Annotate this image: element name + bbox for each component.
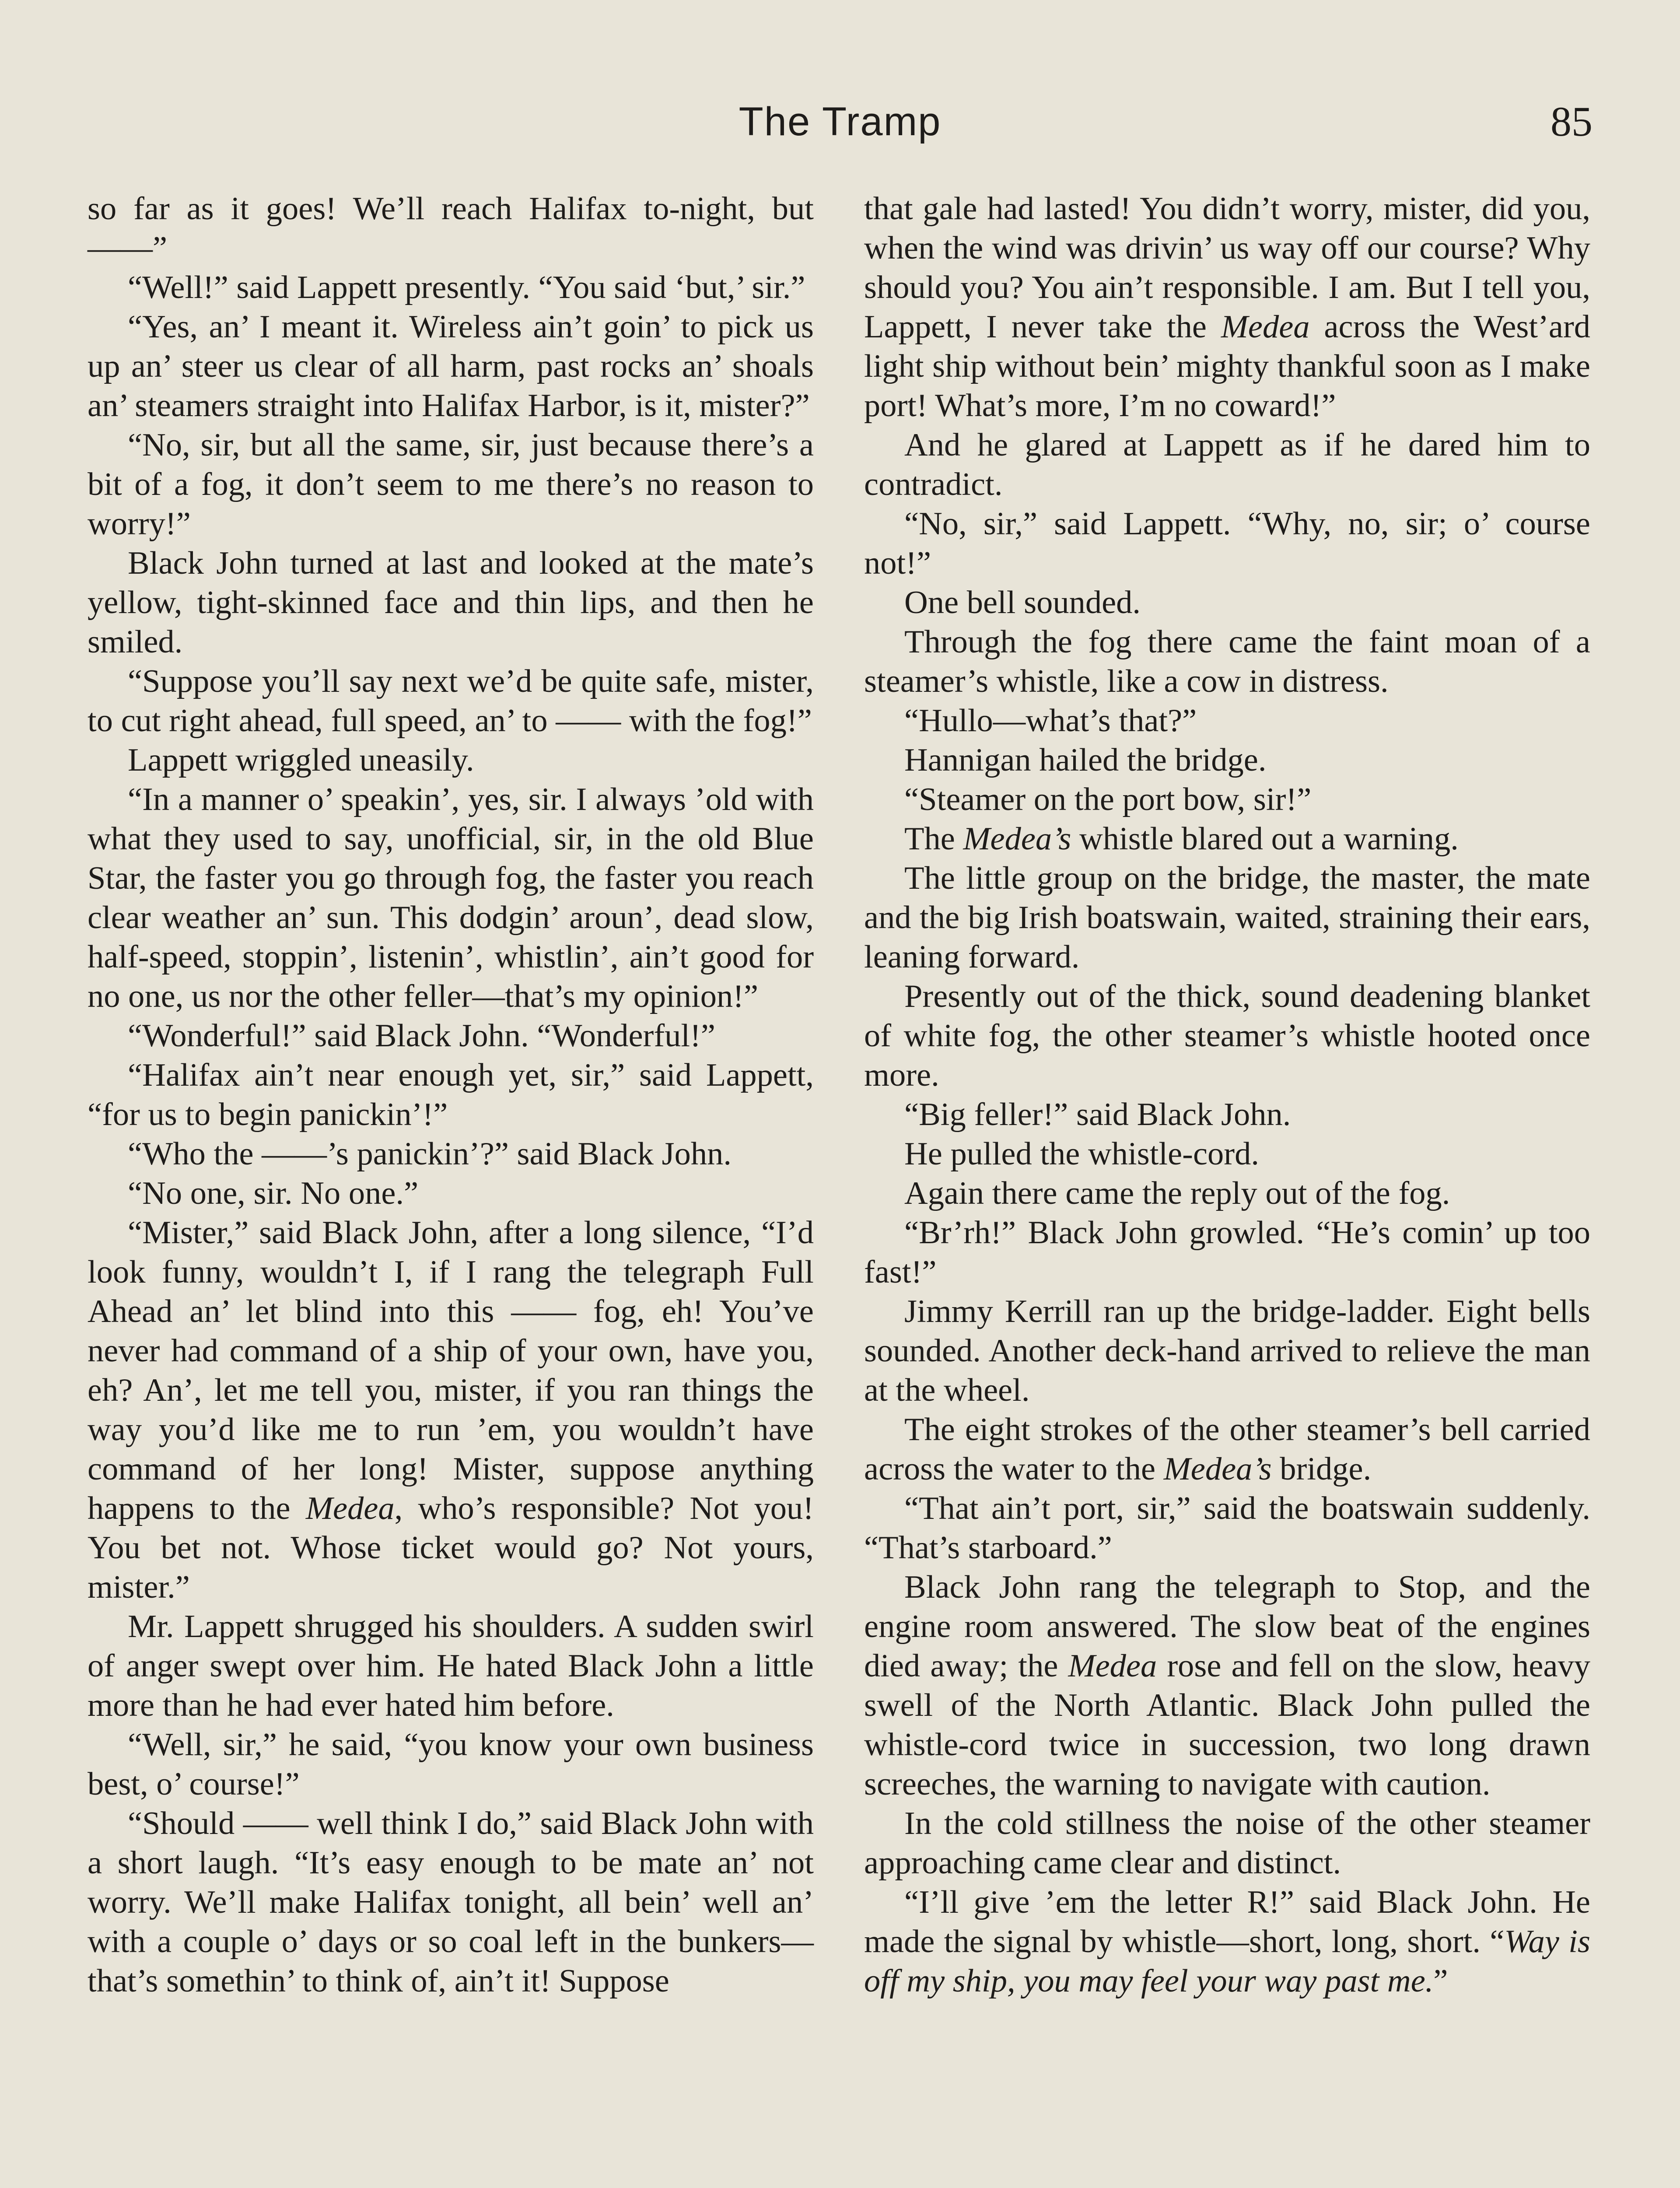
paragraph: [864, 583, 1590, 622]
paragraph: [864, 504, 1590, 583]
paragraph: [864, 819, 1590, 859]
text-run: Jimmy Kerrill ran up the bridge-ladder. Eight bells sounded. Another deck-hand arrived to relieve the man at the wheel.: [864, 1294, 1590, 1408]
paragraph: [864, 1213, 1590, 1292]
paragraph: [864, 701, 1590, 740]
text-run: “In a manner o’ speakin’, yes, sir. I always ’old with what they used to say, unofficial, sir, in the old Blue Star, the faster you go through fog, the faster you reach clear weather an’ sun. This dodgin’ aroun’, dead slow, half-speed, stoppin’, listenin’, whistlin’, ain’t good for no one, us nor the other feller—that’s my opinion!”: [88, 782, 814, 1014]
page-number: 85: [1550, 98, 1592, 145]
paragraph: [864, 1410, 1590, 1489]
text-run: “That ain’t port, sir,” said the boatswain suddenly. “That’s starboard.”: [864, 1490, 1590, 1566]
text-run: whistle blared out a warning.: [1071, 821, 1459, 857]
italic-text: Medea: [1068, 1648, 1157, 1684]
right-column: [864, 189, 1590, 2001]
text-run: “Hullo—what’s that?”: [904, 703, 1197, 739]
text-run: Hannigan hailed the bridge.: [904, 742, 1267, 778]
text-run: across the West’ard light ship without bein’ mighty thankful soon as I make port! What’s more, I’m no coward!”: [864, 309, 1591, 424]
paragraph: [88, 189, 814, 268]
text-run: “Big feller!” said Black John.: [904, 1097, 1291, 1133]
text-run: “I’ll give ’em the letter R!” said Black John. He made the signal by whistle—short, long, short. “: [864, 1884, 1590, 1960]
paragraph: [88, 740, 814, 780]
italic-text: Medea: [305, 1490, 395, 1526]
paragraph: [864, 1489, 1590, 1567]
text-run: Through the fog there came the faint moan of a steamer’s whistle, like a cow in distress.: [864, 624, 1590, 699]
paragraph: [864, 1292, 1590, 1410]
italic-text: Medea’s: [1163, 1451, 1272, 1487]
paragraph: [864, 622, 1590, 701]
italic-text: Way is off my ship, you may feel your way past me.: [864, 1924, 1590, 1999]
text-run: so far as it goes! We’ll reach Halifax to-night, but——”: [88, 191, 814, 266]
paragraph: [88, 1055, 814, 1134]
paragraph: [864, 1174, 1590, 1213]
italic-text: Medea’s: [963, 821, 1071, 857]
text-run: “Who the ——’s panickin’?” said Black John.: [128, 1136, 732, 1172]
text-run: The little group on the bridge, the master, the mate and the big Irish boatswain, waited, straining their ears, leaning forward.: [864, 860, 1590, 975]
paragraph: [88, 268, 814, 307]
paragraph: [88, 780, 814, 1016]
text-run: One bell sounded.: [904, 585, 1141, 621]
running-head: [0, 95, 1680, 148]
paragraph: [88, 1213, 814, 1607]
text-run: Lappett wriggled uneasily.: [128, 742, 474, 778]
text-run: The: [904, 821, 963, 857]
text-run: He pulled the whistle-cord.: [904, 1136, 1259, 1172]
paragraph: [864, 1804, 1590, 1883]
paragraph: [88, 1174, 814, 1213]
text-run: , who’s responsible? Not you! You bet not. Whose ticket would go? Not yours, mister.”: [88, 1490, 814, 1605]
text-run: Mr. Lappett shrugged his shoulders. A sudden swirl of anger swept over him. He hated Black John a little more than he had ever hated him before.: [88, 1609, 814, 1723]
italic-text: Medea: [1221, 309, 1310, 345]
paragraph: [88, 543, 814, 662]
paragraph: [88, 307, 814, 425]
text-run: “No, sir,” said Lappett. “Why, no, sir; o’ course not!”: [864, 506, 1590, 581]
paragraph: [864, 1883, 1590, 2001]
paragraph: [864, 780, 1590, 819]
text-run: “Well!” said Lappett presently. “You said ‘but,’ sir.”: [128, 270, 805, 305]
paragraph: [88, 1134, 814, 1174]
text-run: “Should —— well think I do,” said Black John with a short laugh. “It’s easy enough to be mate an’ not worry. We’ll make Halifax tonight, all bein’ well an’ with a couple o’ days or so coal left in the bunkers—that’s somethin’ to think of, ain’t it! Suppose: [88, 1806, 814, 1999]
paragraph: [864, 1134, 1590, 1174]
text-run: “Well, sir,” he said, “you know your own business best, o’ course!”: [88, 1727, 814, 1802]
text-run: “Br’rh!” Black John growled. “He’s comin’ up too fast!”: [864, 1215, 1590, 1290]
text-run: bridge.: [1271, 1451, 1372, 1487]
text-run: “No one, sir. No one.”: [128, 1175, 419, 1211]
text-run: Presently out of the thick, sound deadening blanket of white fog, the other steamer’s whistle hooted once more.: [864, 978, 1590, 1093]
text-run: “No, sir, but all the same, sir, just because there’s a bit of a fog, it don’t seem to me there’s no reason to worry!”: [88, 427, 814, 542]
paragraph: [864, 425, 1590, 504]
text-run: ”: [1433, 1963, 1448, 1999]
paragraph: [864, 740, 1590, 780]
text-run: “Wonderful!” said Black John. “Wonderful!”: [128, 1018, 716, 1054]
text-run: rose and fell on the slow, heavy swell of the North Atlantic. Black John pulled the whistle-cord twice in succession, two long drawn screeches, the warning to navigate with caution.: [864, 1648, 1590, 1802]
paragraph: [864, 1095, 1590, 1134]
page-title: The Tramp: [738, 99, 942, 144]
left-column: [88, 189, 814, 2001]
paragraph: [88, 425, 814, 543]
text-run: In the cold stillness the noise of the other steamer approaching came clear and distinct.: [864, 1806, 1590, 1881]
paragraph: [864, 977, 1590, 1095]
paragraph: [88, 1607, 814, 1725]
paragraph: [864, 1567, 1590, 1804]
paragraph: [88, 662, 814, 740]
paragraph: [864, 859, 1590, 977]
text-run: Black John rang the telegraph to Stop, and the engine room answered. The slow beat of the engines died away; the: [864, 1569, 1590, 1684]
text-run: “Mister,” said Black John, after a long silence, “I’d look funny, wouldn’t I, if I rang the telegraph Full Ahead an’ let blind into this —— fog, eh! You’ve never had command of a ship of your own, have you, eh? An’, let me tell you, mister, if you ran things the way you’d like me to run ’em, you wouldn’t have command of her long! Mister, suppose anything happens to the: [88, 1215, 814, 1526]
paragraph: [864, 189, 1590, 425]
paragraph: [88, 1804, 814, 2001]
paragraph: [88, 1016, 814, 1055]
text-run: “Steamer on the port bow, sir!”: [904, 782, 1312, 817]
text-run: And he glared at Lappett as if he dared him to contradict.: [864, 427, 1590, 502]
text-run: “Suppose you’ll say next we’d be quite safe, mister, to cut right ahead, full speed, an’ to —— with the fog!”: [88, 663, 814, 739]
text-run: Black John turned at last and looked at the mate’s yellow, tight-skinned face and thin lips, and then he smiled.: [88, 545, 814, 660]
text-run: Again there came the reply out of the fog.: [904, 1175, 1450, 1211]
paragraph: [88, 1725, 814, 1804]
text-run: “Yes, an’ I meant it. Wireless ain’t goin’ to pick us up an’ steer us clear of all harm, past rocks an’ shoals an’ steamers straight into Halifax Harbor, is it, mister?”: [88, 309, 814, 424]
text-run: that gale had lasted! You didn’t worry, mister, did you, when the wind was drivin’ us way off our course? Why should you? You ain’t responsible. I am. But I tell you, Lappett, I never take the: [864, 191, 1590, 345]
text-run: The eight strokes of the other steamer’s bell carried across the water to the: [864, 1412, 1590, 1487]
text-run: “Halifax ain’t near enough yet, sir,” said Lappett, “for us to begin panickin’!”: [88, 1057, 814, 1133]
